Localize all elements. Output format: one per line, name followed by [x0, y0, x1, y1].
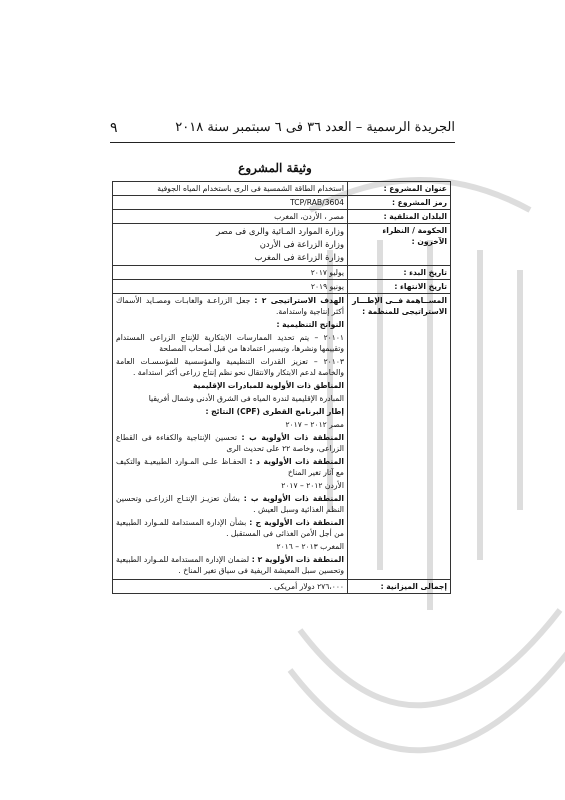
priority-area-text: بشأن الإدارة المستدامة للمـوارد الطبيعية من أجل الأمن الغذائى فى المستقبل . — [116, 518, 344, 538]
project-title-value: استخدام الطاقة الشمسية فى الرى باستخدام المياه الجوفية — [113, 182, 348, 196]
end-date-label: تاريخ الانتهاء : — [348, 280, 451, 294]
regulatory-outcome: ٢٠١٠١ – يتم تحديد الممارسات الابتكارية للإنتاج الزراعى المستدام وتقييمها ونشرها، وتيسير اعتمادها من قبل أصحاب المصلحة — [116, 333, 344, 353]
strategic-goal-text: جعل الزراعـة والغابـات ومصـايد الأسماك أكثر إنتاجية واستدامة. — [116, 296, 344, 316]
priority-area-label: المنطقة ذات الأولوية ٢ : — [251, 555, 344, 564]
regional-initiative: المبادرة الإقليمية لندرة المياه فى الشرق الأدنى وشمال أفريقيا — [148, 394, 344, 403]
country-period: المغرب ٢٠١٣ – ٢٠١٦ — [276, 542, 344, 551]
table-row — [113, 580, 451, 594]
gazette-header-title: الجريدة الرسمية – العدد ٣٦ فى ٦ سبتمبر سنة ٢٠١٨ — [175, 120, 455, 135]
table-row — [113, 266, 451, 280]
priority-area-label: المنطقة ذات الأولوية د : — [249, 457, 344, 466]
contribution-label: المســاهمة فــى الإطـــار الاستراتيجى للمنظمة : — [348, 294, 451, 580]
project-table — [112, 181, 451, 594]
start-date-value: يوليو ٢٠١٧ — [113, 266, 348, 280]
country-period: مصر ٢٠١٢ – ٢٠١٧ — [285, 420, 344, 429]
table-row — [113, 224, 451, 266]
priority-area-item — [116, 517, 344, 539]
contribution-value — [113, 294, 348, 580]
budget-label: إجمالى الميزانية : — [348, 580, 451, 594]
start-date-label: تاريخ البدء : — [348, 266, 451, 280]
table-row — [113, 294, 451, 580]
priority-area-item — [116, 432, 344, 454]
priority-area-item — [116, 493, 344, 515]
end-date-value: يونيو ٢٠١٩ — [113, 280, 348, 294]
table-row — [113, 182, 451, 196]
regulatory-outcomes-heading: النواتج التنظيمية : — [276, 320, 344, 329]
page-number: ٩ — [110, 120, 118, 136]
country-period: الأردن ٢٠١٢ – ٢٠١٧ — [281, 481, 344, 490]
countries-label: البلدان المتلقية : — [348, 210, 451, 224]
government-label: الحكومة / النظراء الآخرون : — [348, 224, 451, 266]
regulatory-outcome: ٢٠١٠٣ – تعزيز القدرات التنظيمية والمؤسسية للمؤسسـات العامة والخاصة لدعم الابتكار والانتقال نحو نظم إنتاج زراعى أكثر استدامة . — [116, 357, 344, 377]
table-row — [113, 280, 451, 294]
project-code-label: رمز المشروع : — [348, 196, 451, 210]
government-item: وزارة الزراعة فى الأردن — [259, 239, 344, 249]
budget-value: ٢٧٦،٠٠٠ دولار أمريكى . — [113, 580, 348, 594]
project-code-value: TCP/RAB/3604 — [113, 196, 348, 210]
cpf-heading: إطار البرنامج القطرى (CPF) النتائج : — [205, 407, 344, 416]
priority-area-item — [116, 456, 344, 478]
priority-area-text: لضمان الإدارة المستدامة للمـوارد الطبيعية وتحسين سبل المعيشة الريفية فى سياق تغير المناخ . — [116, 555, 344, 575]
priority-area-text: بشأن تعزيـز الإنتـاج الزراعـى وتحسين النظم الغذائية وسبل العيش . — [116, 494, 344, 514]
government-item: وزارة الموارد المـائية والرى فى مصر — [216, 226, 344, 236]
government-item: وزارة الزراعة فى المغرب — [254, 252, 344, 262]
priority-area-label: المنطقة ذات الأولوية ب : — [243, 494, 344, 503]
table-row — [113, 210, 451, 224]
table-row — [113, 196, 451, 210]
priority-area-text: الحفـاظ علـى المـوارد الطبيعيـة والتكيف مع آثار تغير المناخ — [116, 457, 344, 477]
document-title: وثيقة المشروع — [238, 161, 312, 175]
strategic-goal-label: الهدف الاستراتيجى ٢ : — [254, 296, 344, 305]
priority-area-item — [116, 554, 344, 576]
priority-area-text: تحسين الإنتاجية والكفاءة فى القطاع الزراعى، وخاصة ٢٢ على تحديث الرى — [116, 433, 344, 453]
priority-area-label: المنطقة ذات الأولوية ب : — [241, 433, 344, 442]
countries-value: مصر ، الأردن، المغرب — [113, 210, 348, 224]
page-header — [110, 118, 455, 143]
project-title-label: عنوان المشروع : — [348, 182, 451, 196]
priority-area-label: المنطقة ذات الأولوية ج : — [249, 518, 345, 527]
priority-areas-heading: المناطق ذات الأولوية للمبادرات الإقليمية — [193, 381, 344, 390]
strategic-goal — [116, 295, 344, 317]
government-values — [113, 224, 348, 266]
